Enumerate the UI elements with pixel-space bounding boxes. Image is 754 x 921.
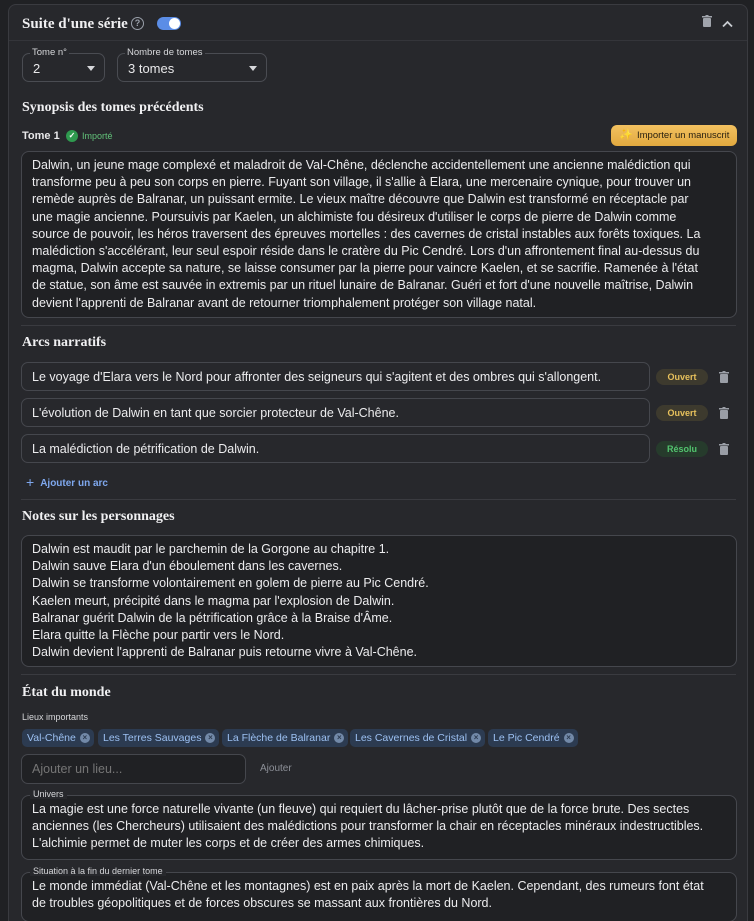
chevron-down-icon [87,66,95,71]
synopsis-line: Dalwin, un jeune mage complexé et maladroit de Val-Chêne, déclenche accidentellement une ancienne malédiction qui [32,158,691,172]
magic-wand-icon: ✨ [619,129,633,141]
import-manuscript-label: Importer un manuscrit [637,130,730,141]
close-icon[interactable]: × [471,733,481,743]
imported-status-badge: ✓ Importé [66,129,113,143]
character-note-line: Dalwin se transforme volontairement en golem de pierre au Pic Cendré. [32,576,429,591]
character-note-line: Balranar guérit Dalwin de la pétrification grâce à la Braise d'Âme. [32,610,393,625]
chevron-down-icon [249,66,257,71]
universe-line: L'alchimie permet de muter les corps et de créer des armes chimiques. [32,836,425,851]
place-chip [488,729,578,747]
trash-icon[interactable] [719,442,729,454]
synopsis-line: magma, Dalwin accepte sa nature, se laisse consumer par la pierre pour vaincre Kaelen, et se sacrifie. Ramenée à l'état [32,261,698,276]
tome-number-value: 2 [33,61,41,76]
character-note-line: Dalwin sauve Elara d'un éboulement dans les cavernes. [32,559,343,574]
character-note-line: Dalwin devient l'apprenti de Balranar puis retourne vivre à Val-Chêne. [32,645,418,660]
universe-label: Univers [30,789,67,799]
place-chip-label: La Flèche de Balranar [227,732,331,744]
synopsis-line: remède auprès de Balranar, un puissant ermite. Le vieux maître découvre que Dalwin est transformé en réceptacle par [32,192,689,207]
series-panel [8,4,748,921]
arcs-title: Arcs narratifs [22,335,107,350]
place-chip [22,729,94,747]
close-icon[interactable]: × [334,733,344,743]
tome-number-label: Tome n° [32,47,67,58]
place-chip [98,729,219,747]
import-manuscript-button[interactable] [611,125,737,146]
arc-input[interactable]: Le voyage d'Elara vers le Nord pour affronter des seigneurs qui s'agitent et des ombres qui s'allongent. [21,362,650,391]
add-arc-button[interactable] [26,474,108,490]
situation-label: Situation à la fin du dernier tome [30,866,166,876]
arc-status-badge[interactable]: Ouvert [656,369,708,385]
character-note-line: Elara quitte la Flèche pour partir vers le Nord. [32,628,285,643]
synopsis-line: de statue, son âme est sauvée in extremis par un rituel lunaire de Balranar. Guéri et fort d'une nouvelle maîtrise, Dalwin [32,278,694,293]
close-icon[interactable]: × [80,733,90,743]
divider [21,325,736,326]
places-label: Lieux importants [22,712,89,722]
place-chip-label: Les Terres Sauvages [103,732,202,744]
characters-textarea[interactable] [21,535,737,667]
arc-input[interactable]: La malédiction de pétrification de Dalwin. [21,434,650,463]
close-icon[interactable]: × [205,733,215,743]
add-place-input[interactable] [21,754,246,784]
characters-title: Notes sur les personnages [22,509,175,524]
place-chip [350,729,485,747]
arc-input[interactable]: L'évolution de Dalwin en tant que sorcier protecteur de Val-Chêne. [21,398,650,427]
place-chip [222,729,348,747]
tome-count-value: 3 tomes [128,61,175,76]
divider [21,499,736,500]
trash-icon[interactable] [702,15,712,30]
situation-line: de troubles géopolitiques et de forces obscures se massant aux frontières du Nord. [32,896,492,911]
trash-icon[interactable] [719,406,729,418]
help-icon[interactable]: ? [131,17,144,30]
universe-textarea[interactable] [21,795,737,860]
tome-count-label: Nombre de tomes [127,47,203,58]
tome-label: Tome 1 [22,130,60,142]
arc-status-badge[interactable]: Ouvert [656,405,708,421]
situation-textarea[interactable] [21,872,737,921]
place-chip-label: Val-Chêne [27,732,76,744]
world-title: État du monde [22,685,111,700]
place-chip-label: Les Cavernes de Cristal [355,732,468,744]
universe-line: anciennes (les Chercheurs) utilisaient des malédictions pour transformer la chair en réceptacles minéraux indestructibles. [32,819,704,834]
add-place-button[interactable]: Ajouter [260,763,292,774]
add-arc-label: Ajouter un arc [40,478,108,489]
synopsis-textarea[interactable] [21,151,737,318]
synopsis-line: source de pouvoir, les héros traversent des épreuves mortelles : des cavernes de cristal instables aux forêts toxiques. La [32,226,701,241]
character-note-line: Dalwin est maudit par le parchemin de la Gorgone au chapitre 1. [32,542,390,556]
panel-header [9,5,747,41]
chevron-up-icon[interactable] [722,16,733,31]
place-chip-label: Le Pic Cendré [493,732,560,744]
arc-status-badge[interactable]: Résolu [656,441,708,457]
synopsis-line: devient l'apprenti de Balranar avant de retourner triomphalement protéger son village natal. [32,295,537,310]
character-note-line: Kaelen meurt, précipité dans le magma par l'explosion de Dalwin. [32,593,395,608]
synopsis-line: malédiction s'accélérant, leur seul espoir réside dans le cratère du Pic Cendré. Lors d'un affrontement final au-dessus du [32,244,700,259]
plus-icon: + [26,474,35,490]
synopsis-line: une magie ancienne. Poursuivis par Kaelen, un alchimiste fou désireux d'utiliser le corps de pierre de Dalwin comme [32,209,677,224]
trash-icon[interactable] [719,370,729,382]
situation-line: Le monde immédiat (Val-Chêne et les montagnes) est en paix après la mort de Kaelen. Cependant, des rumeurs font état [32,879,704,893]
divider [21,674,736,675]
panel-title: Suite d'une série [22,16,128,32]
synopsis-line: transforme peu à peu son corps en pierre. Fuyant son village, il s'allie à Elara, une mercenaire cynique, pour trouver un [32,175,691,190]
series-toggle[interactable] [157,17,181,30]
universe-line: La magie est une force naturelle vivante (un fleuve) qui requiert du lâcher-prise plutôt que de la force brute. Des sectes [32,802,690,816]
close-icon[interactable]: × [564,733,574,743]
synopsis-title: Synopsis des tomes précédents [22,100,204,115]
